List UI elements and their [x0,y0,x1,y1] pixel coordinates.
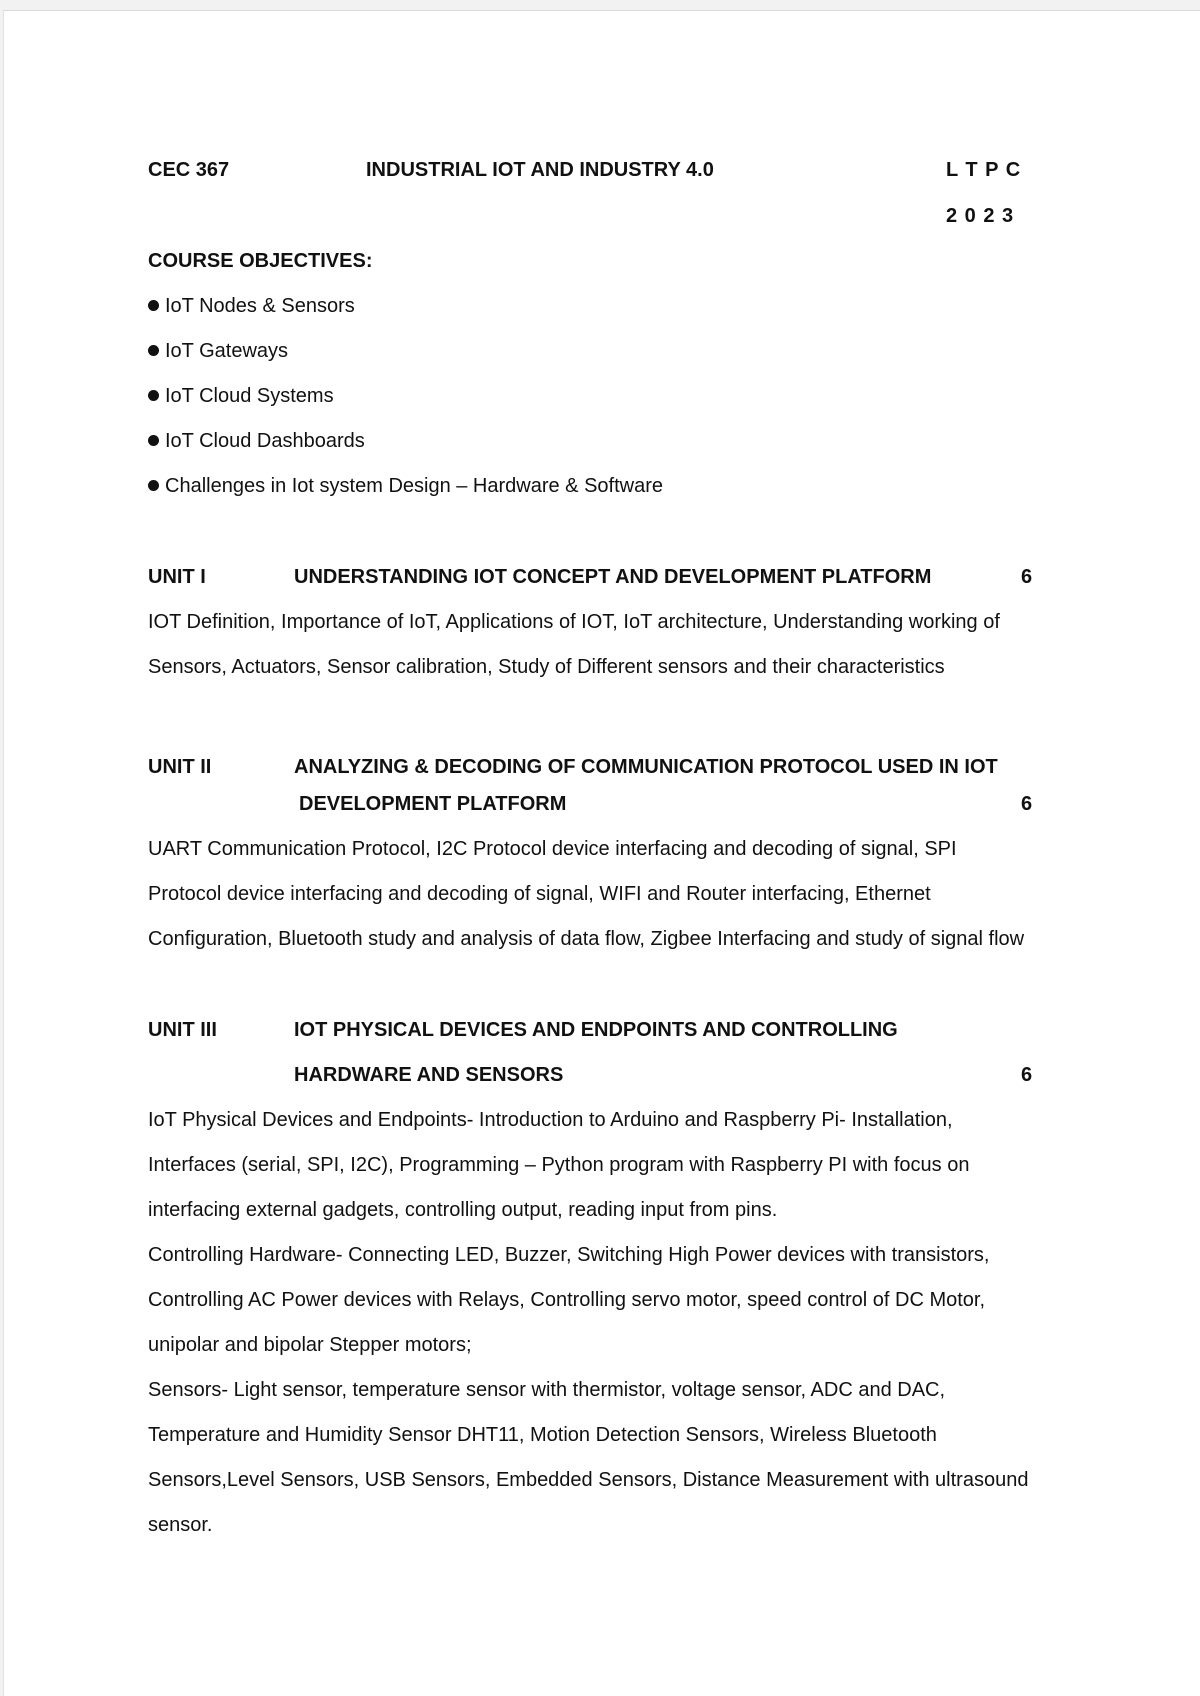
unit-body-line: Temperature and Humidity Sensor DHT11, Motion Detection Sensors, Wireless Bluetooth [148,1424,937,1446]
unit-title: IOT PHYSICAL DEVICES AND ENDPOINTS AND CONTROLLING [294,1019,898,1041]
unit-body-line: Protocol device interfacing and decoding of signal, WIFI and Router interfacing, Ethernet [148,883,931,905]
unit-body-line: Configuration, Bluetooth study and analysis of data flow, Zigbee Interfacing and study of signal flow [148,928,1025,950]
unit-body-line: UART Communication Protocol, I2C Protocol device interfacing and decoding of signal, SPI [148,838,957,860]
unit-body-line: sensor. [148,1514,213,1536]
unit-body-line: Controlling Hardware- Connecting LED, Buzzer, Switching High Power devices with transistors, [148,1244,990,1266]
unit-body-line: IoT Physical Devices and Endpoints- Introduction to Arduino and Raspberry Pi- Installation, [148,1109,953,1131]
objective-item: IoT Gateways [148,339,288,363]
objective-item: Challenges in Iot system Design – Hardware & Software [148,474,663,498]
unit-title: UNDERSTANDING IOT CONCEPT AND DEVELOPMENT PLATFORM [294,566,932,588]
unit-body-line: Controlling AC Power devices with Relays, Controlling servo motor, speed control of DC Motor, [148,1289,986,1311]
unit-body-line: Sensors,Level Sensors, USB Sensors, Embedded Sensors, Distance Measurement with ultrasound [148,1469,1029,1491]
unit-title: ANALYZING & DECODING OF COMMUNICATION PROTOCOL USED IN IOT [294,756,998,778]
objectives-heading: COURSE OBJECTIVES: [148,250,373,272]
unit-body-line: Sensors, Actuators, Sensor calibration, Study of Different sensors and their characteristics [148,656,945,678]
unit-body-line: Sensors- Light sensor, temperature sensor with thermistor, voltage sensor, ADC and DAC, [148,1379,946,1401]
document-page [3,10,1200,1696]
unit-label: UNIT I [148,566,206,588]
unit-hours: 6 [1021,793,1033,815]
unit-title: HARDWARE AND SENSORS [294,1064,564,1086]
course-code: CEC 367 [148,159,230,181]
objective-item: IoT Cloud Dashboards [148,429,365,453]
course-title: INDUSTRIAL IOT AND INDUSTRY 4.0 [366,159,714,181]
unit-hours: 6 [1021,566,1033,588]
unit-body-line: Interfaces (serial, SPI, I2C), Programming – Python program with Raspberry PI with focus on [148,1154,970,1176]
unit-label: UNIT III [148,1019,217,1041]
objective-item: IoT Cloud Systems [148,384,334,408]
unit-title: DEVELOPMENT PLATFORM [299,793,567,815]
unit-label: UNIT II [148,756,212,778]
unit-hours: 6 [1021,1064,1033,1086]
unit-body-line: interfacing external gadgets, controlling output, reading input from pins. [148,1199,778,1221]
unit-body-line: IOT Definition, Importance of IoT, Applications of IOT, IoT architecture, Understanding working of [148,611,1000,633]
ltpc-label: L T P C [946,159,1022,181]
objective-item: IoT Nodes & Sensors [148,294,355,318]
ltpc-values: 2 0 2 3 [946,205,1015,227]
unit-body-line: unipolar and bipolar Stepper motors; [148,1334,472,1356]
